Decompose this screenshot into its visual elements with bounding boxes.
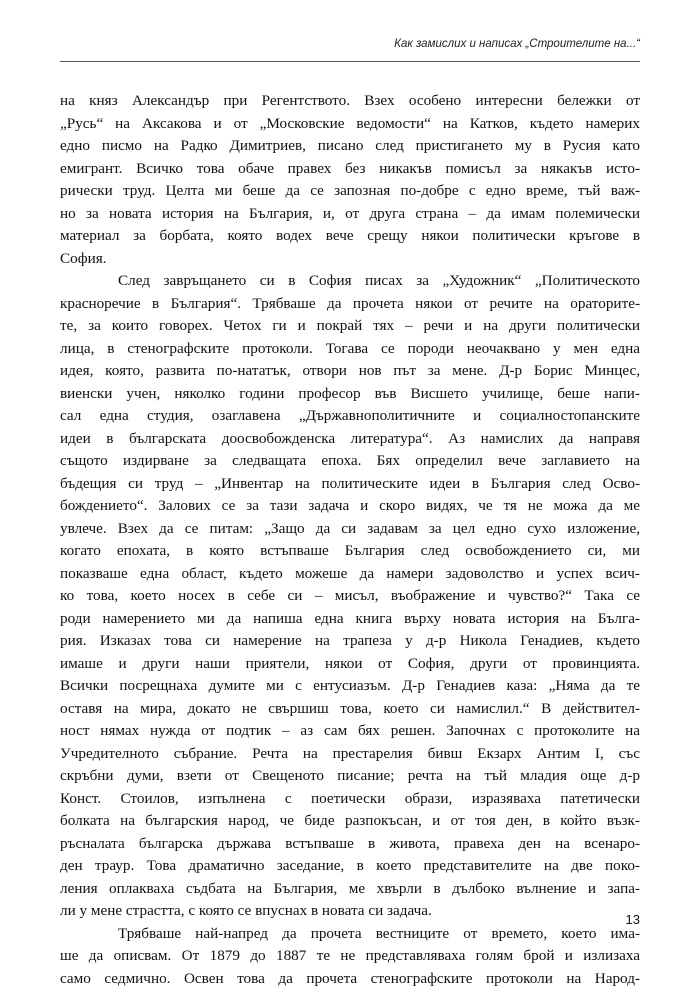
text-line: лица, в стенографските протоколи. Тогава се породи неочаквано у мен една	[60, 339, 640, 357]
page-body	[60, 90, 640, 990]
running-header: Как замислих и написах „Строителите на...“	[394, 38, 640, 50]
text-line: бъдещия си труд – „Инвентар на политическите идеи в България след Осво-	[60, 474, 640, 492]
text-line: Трябваше най-напред да прочета вестниците от времето, което има-	[118, 924, 640, 942]
text-line: увлече. Взех да се питам: „Защо да си задавам за цел едно сухо изложение,	[60, 519, 640, 537]
text-line: оставя на мира, докато не свършиш това, което си намислил.“ В действител-	[60, 699, 640, 717]
text-line: ност нямах нужда от подтик – аз сам бях решен. Започнах с протоколите на	[60, 722, 640, 739]
text-line: роди намерението ми да напиша една книга върху новата история на Бълга-	[60, 609, 640, 627]
text-line: показваше една област, където можеше да намери задоволство и успех всич-	[60, 564, 640, 582]
text-line: ден траур. Това драматично заседание, в което представителите на две поко-	[60, 857, 640, 874]
text-line: бождението“. Залових се за тази задача и скоро видях, че тя не можа да ме	[60, 497, 640, 514]
text-line: идея, която, развита по-нататък, отвори нов път за мене. Д-р Борис Минцес,	[60, 362, 640, 379]
paragraph	[60, 90, 640, 270]
paragraph	[60, 923, 640, 991]
text-line: Конст. Стоилов, изпълнена с поетически образи, изразяваха патетически	[60, 789, 640, 807]
text-line: ше да описвам. От 1879 до 1887 те не представляваха голям брой и излизаха	[60, 947, 640, 964]
text-line: рия. Изказах това си намерение на трапеза у д-р Никола Генадиев, където	[60, 632, 640, 649]
text-line: когато епохата, в която встъпваше България след освобождението си, ми	[60, 542, 640, 559]
text-line: ли у мене страстта, с която се впуснах в новата си задача.	[60, 902, 432, 919]
text-line: имаше и други наши приятели, някои от София, други от провинцията.	[60, 654, 640, 672]
text-line: ко това, което носех в себе си – мисъл, въображение и чувство?“ Така се	[60, 587, 640, 604]
text-line: идеи в българската доосвобожденска литература“. Аз намислих да направя	[60, 429, 640, 447]
text-line: но за новата история на България, и, от друга страна – да имам полемически	[60, 204, 640, 222]
text-line: сал една студия, озаглавена „Държавнополитичните и социалностопанските	[60, 407, 640, 424]
text-line: Всички посрещнаха думите ми с ентусиазъм. Д-р Генадиев каза: „Няма да те	[60, 677, 640, 694]
text-line: едно писмо на Радко Димитриев, писано след пристигането му в Русия като	[60, 137, 640, 154]
text-line: емигрант. Всичко това обаче правех без никакъв помисъл за някакъв исто-	[60, 159, 640, 177]
header-rule	[60, 61, 640, 62]
text-line: виенски учен, няколко години професор във Висшето училище, беше напи-	[60, 384, 640, 402]
text-line: След завръщането си в София писах за „Художник“ „Политическото	[118, 272, 640, 289]
text-line: болката на българския народ, че биде разпокъсан, и от тоя ден, в който възк-	[60, 812, 640, 829]
text-line: красноречие в България“. Трябваше да прочета някои от речите на ораторите-	[60, 294, 640, 312]
text-line: материал за борбата, която водех вече срещу някои политически кръгове в	[60, 227, 640, 244]
text-line: Учредителното събрание. Речта на престарелия бивш Екзарх Антим I, със	[60, 744, 640, 762]
paragraph	[60, 270, 640, 923]
text-line: рически труд. Целта ми беше да се запозная по-добре с едно време, тъй важ-	[60, 182, 640, 199]
text-line: същото издирване за следващата епоха. Бях определил вече заглавието на	[60, 452, 640, 469]
text-line: „Русь“ на Аксакова и от „Московские ведомости“ на Катков, където намерих	[60, 114, 640, 132]
text-line: само седмично. Освен това да прочета стенографските протоколи на Народ-	[60, 969, 640, 987]
text-line: ления оплакваха съдбата на България, ме хвърли в дълбоко вълнение и запа-	[60, 879, 640, 897]
text-line: те, за които говорех. Четох ги и покрай тях – речи и на други политически	[60, 317, 640, 334]
text-line: София.	[60, 249, 107, 267]
text-line: скръбни думи, взети от Свещеното писание; речта на тъй младия още д-р	[60, 767, 640, 784]
text-line: ръсналата българска държава встъпваше в живота, правеха ден на всенаро-	[60, 834, 640, 852]
page-number: 13	[625, 912, 640, 927]
text-line: на княз Александър при Регентството. Взех особено интересни бележки от	[60, 92, 640, 109]
